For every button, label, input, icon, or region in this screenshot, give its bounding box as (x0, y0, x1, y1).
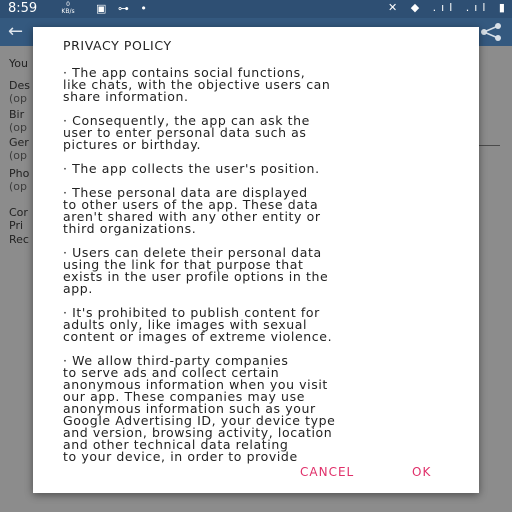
policy-paragraph: · Users can delete their personal data using the link for that purpose that exists in the user profile options in the app. (63, 245, 329, 296)
profile-field-label: Ger (9, 136, 29, 149)
profile-field-label: (op (9, 121, 28, 134)
privacy-policy-dialog (33, 27, 479, 493)
profile-field-label: Bir (9, 108, 25, 121)
dialog-title: PRIVACY POLICY (63, 38, 172, 53)
profile-field-label: Rec (9, 233, 29, 246)
profile-field-label: Cor (9, 206, 28, 219)
profile-field-label: Pho (9, 167, 30, 180)
policy-paragraph: · It's prohibited to publish content for adults only, like images with sexual content or images of extreme violence. (63, 305, 333, 344)
profile-field-label: (op (9, 149, 28, 162)
status-time: 8:59 (8, 1, 38, 16)
system-status-icons: ✕ ◆ .ıl .ıl ▮ (388, 1, 510, 14)
profile-field-label: (op (9, 180, 28, 193)
network-speed-value: 0 (66, 1, 70, 8)
notification-icons: ▣ ⊶ • (96, 2, 151, 15)
policy-paragraph: · The app contains social functions, like chats, with the objective users can share information. (63, 65, 331, 104)
profile-field-label: You (9, 57, 28, 70)
policy-paragraph: · Consequently, the app can ask the user to enter personal data such as pictures or birthday. (63, 113, 310, 152)
cancel-button[interactable]: CANCEL (300, 465, 355, 479)
profile-field-label: Des (9, 79, 30, 92)
policy-paragraph: · The app collects the user's position. (63, 161, 320, 176)
policy-paragraph: · These personal data are displayed to other users of the app. These data aren't shared with any other entity or third organizations. (63, 185, 321, 236)
input-underline (476, 145, 500, 146)
network-speed (60, 1, 76, 15)
policy-paragraph: · We allow third-party companies to serve ads and collect certain anonymous information when you visit our app. These companies may use anonymous information such as your Google Advertising ID, your device type and version, browsing activity, location and other technical data relating to your device, in order to provide (63, 353, 336, 464)
back-arrow-icon[interactable]: ← (8, 21, 24, 42)
profile-field-label: Pri (9, 219, 24, 232)
dialog-actions (33, 453, 479, 493)
ok-button[interactable]: OK (412, 465, 432, 479)
dialog-scroll-content[interactable] (63, 38, 449, 464)
profile-field-label: (op (9, 92, 28, 105)
share-icon[interactable] (478, 22, 504, 42)
network-speed-unit: KB/s (61, 8, 75, 15)
status-bar (0, 0, 512, 18)
